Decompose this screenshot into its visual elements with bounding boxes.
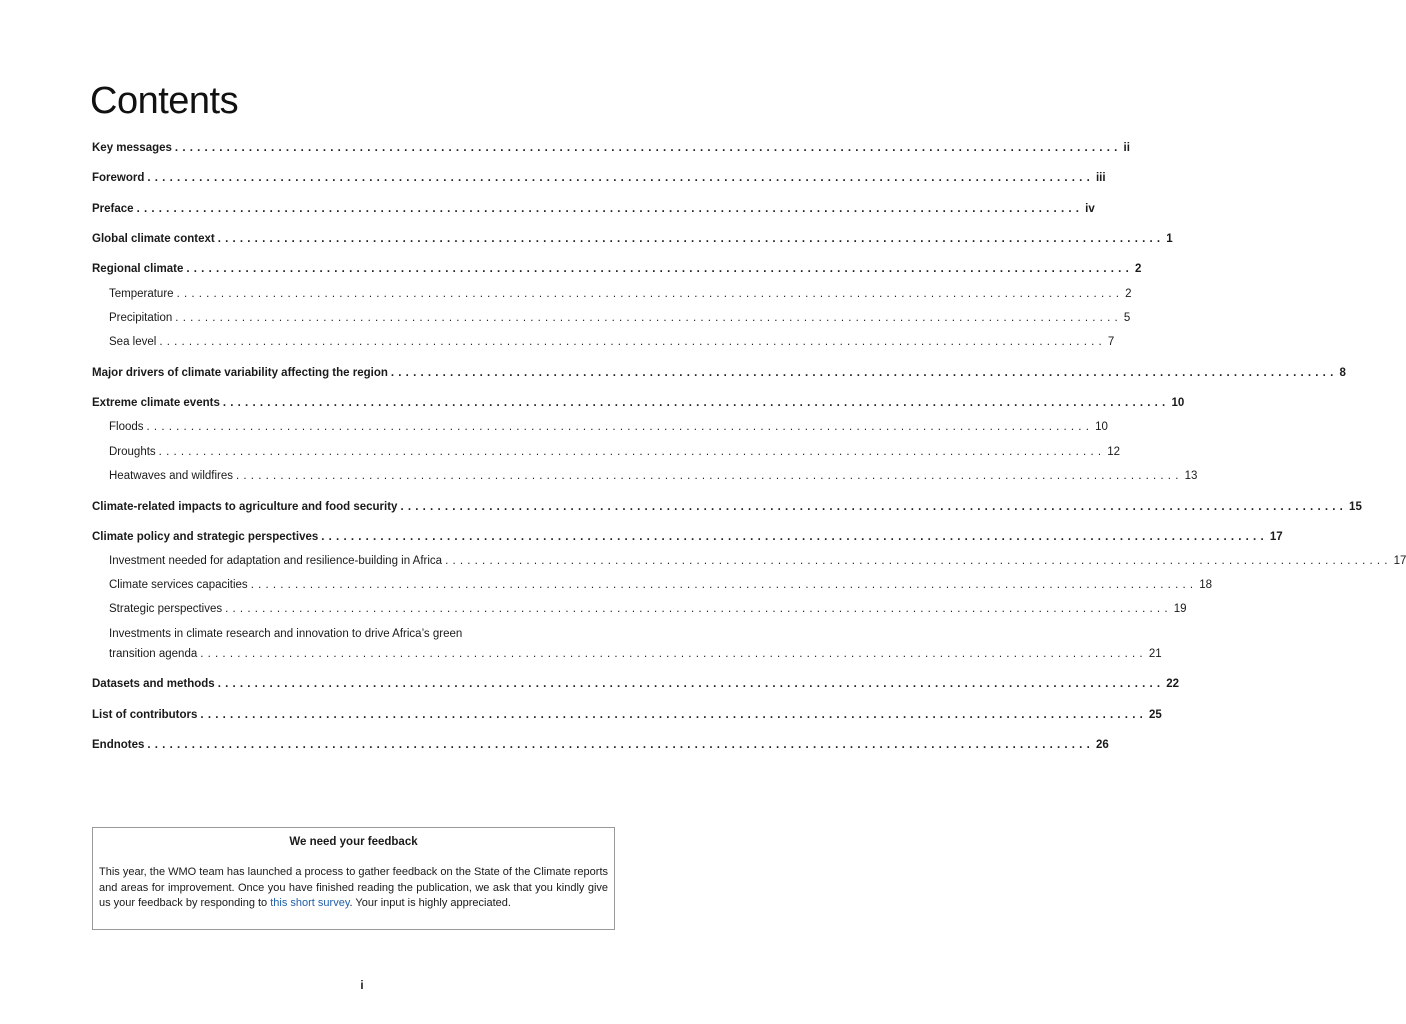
toc-entry-climate-impacts-agriculture[interactable] [92, 500, 1362, 514]
toc-page: 10 [1095, 421, 1108, 433]
toc-entry-extreme-climate-events[interactable] [92, 396, 1185, 410]
feedback-text-after: . Your input is highly appreciated. [349, 897, 511, 909]
toc-entry-sea-level[interactable] [109, 335, 1115, 349]
toc-entry-datasets-methods[interactable] [92, 677, 1180, 691]
toc-entry-investment-needed[interactable] [109, 554, 1406, 568]
toc-page: 12 [1107, 446, 1121, 458]
dot-leader: ................................................................................................................................ [222, 397, 1170, 409]
toc-page: 17 [1393, 555, 1406, 567]
toc-label: Regional climate [92, 263, 184, 275]
toc-page: 1 [1166, 233, 1173, 245]
toc-label: Droughts [109, 446, 156, 458]
toc-page: 5 [1123, 312, 1131, 324]
toc-label: Strategic perspectives [109, 603, 223, 615]
dot-leader: ................................................................................................................................ [186, 263, 1133, 275]
toc-entry-endnotes[interactable] [92, 738, 1109, 752]
dot-leader: ................................................................................................................................ [136, 203, 1084, 215]
toc-page: 19 [1173, 603, 1187, 615]
dot-leader: ................................................................................................................................ [147, 739, 1094, 751]
toc-entry-global-climate-context[interactable] [92, 232, 1173, 246]
toc-page: iii [1095, 172, 1106, 184]
toc-entry-investments-research-line1[interactable]: Investments in climate research and innovation to drive Africa’s green [109, 628, 463, 640]
toc-entry-foreword[interactable] [92, 171, 1106, 185]
toc-label: Key messages [92, 142, 172, 154]
toc-label: Climate-related impacts to agriculture and food security [92, 501, 398, 513]
toc-entry-floods[interactable] [109, 420, 1108, 434]
feedback-title: We need your feedback [289, 836, 418, 848]
toc-entry-heatwaves-wildfires[interactable] [109, 469, 1198, 483]
dot-leader: ................................................................................................................................ [146, 421, 1094, 433]
dot-leader: ................................................................................................................................ [200, 709, 1147, 721]
toc-page: 15 [1349, 501, 1362, 513]
toc-page: 17 [1269, 531, 1283, 543]
dot-leader: ................................................................................................................................ [174, 142, 1122, 154]
dot-leader: ................................................................................................................................ [390, 367, 1338, 379]
toc-page: 13 [1184, 470, 1198, 482]
toc-label: List of contributors [92, 709, 198, 721]
dot-leader: ................................................................................................................................ [400, 501, 1348, 513]
feedback-text-before: This year, the WMO team has launched a process to gather feedback on the State of the Climate reports and areas for improvement. Once you have finished reading the publication, we ask that you kindly give us your feedback by responding to [99, 866, 608, 909]
toc-label: Climate services capacities [109, 579, 248, 591]
toc-label: Extreme climate events [92, 397, 220, 409]
page-title: Contents [90, 80, 239, 122]
toc-page: 21 [1148, 648, 1162, 660]
toc-entry-preface[interactable] [92, 202, 1095, 216]
toc-entry-key-messages[interactable] [92, 141, 1130, 155]
toc-page: 7 [1107, 336, 1115, 348]
dot-leader: ................................................................................................................................ [321, 531, 1268, 543]
toc-page: iv [1085, 203, 1095, 215]
toc-page: 2 [1125, 288, 1132, 300]
feedback-body [99, 865, 608, 912]
toc-entry-climate-services[interactable] [109, 578, 1213, 592]
dot-leader: ................................................................................................................................ [158, 446, 1106, 458]
toc-entry-droughts[interactable] [109, 445, 1121, 459]
dot-leader: ................................................................................................................................ [250, 579, 1198, 591]
toc-page: 25 [1149, 709, 1162, 721]
dot-leader: ................................................................................................................................ [159, 336, 1106, 348]
toc-label: Temperature [109, 288, 174, 300]
toc-entry-investments-research[interactable] [109, 647, 1162, 661]
toc-label: transition agenda [109, 648, 198, 660]
dot-leader: ................................................................................................................................ [217, 233, 1165, 245]
toc-page: ii [1123, 142, 1130, 154]
dot-leader: ................................................................................................................................ [236, 470, 1183, 482]
toc-label: Major drivers of climate variability affecting the region [92, 367, 388, 379]
dot-leader: ................................................................................................................................ [147, 172, 1094, 184]
feedback-box [92, 827, 615, 930]
toc-entry-climate-policy[interactable] [92, 530, 1283, 544]
dot-leader: ................................................................................................................................ [200, 648, 1147, 660]
toc-label: Endnotes [92, 739, 145, 751]
toc-label: Foreword [92, 172, 145, 184]
dot-leader: ................................................................................................................................ [225, 603, 1172, 615]
toc-label: Sea level [109, 336, 157, 348]
toc-entry-temperature[interactable] [109, 287, 1132, 301]
toc-label: Floods [109, 421, 144, 433]
survey-link[interactable]: this short survey [270, 897, 350, 909]
toc-page: 10 [1171, 397, 1185, 409]
toc-entry-list-of-contributors[interactable] [92, 708, 1162, 722]
toc-label: Preface [92, 203, 134, 215]
toc-page: 2 [1134, 263, 1142, 275]
toc-page: 26 [1095, 739, 1109, 751]
toc-entry-major-drivers[interactable] [92, 366, 1346, 380]
toc-entry-precipitation[interactable] [109, 311, 1131, 325]
toc-label: Precipitation [109, 312, 173, 324]
toc-entry-regional-climate[interactable] [92, 262, 1142, 276]
toc-page: 18 [1199, 579, 1213, 591]
dot-leader: ................................................................................................................................ [175, 312, 1122, 324]
page-number: i [360, 980, 364, 992]
toc-page: 22 [1166, 678, 1180, 690]
dot-leader: ................................................................................................................................ [445, 555, 1392, 567]
toc-label: Heatwaves and wildfires [109, 470, 234, 482]
toc-page: 8 [1339, 367, 1346, 379]
toc-label: Datasets and methods [92, 678, 215, 690]
toc-entry-strategic-perspectives[interactable] [109, 602, 1187, 616]
dot-leader: ................................................................................................................................ [176, 288, 1124, 300]
toc-label: Climate policy and strategic perspectives [92, 531, 319, 543]
toc-label: Global climate context [92, 233, 215, 245]
dot-leader: ................................................................................................................................ [217, 678, 1165, 690]
toc-label: Investment needed for adaptation and resilience-building in Africa [109, 555, 443, 567]
